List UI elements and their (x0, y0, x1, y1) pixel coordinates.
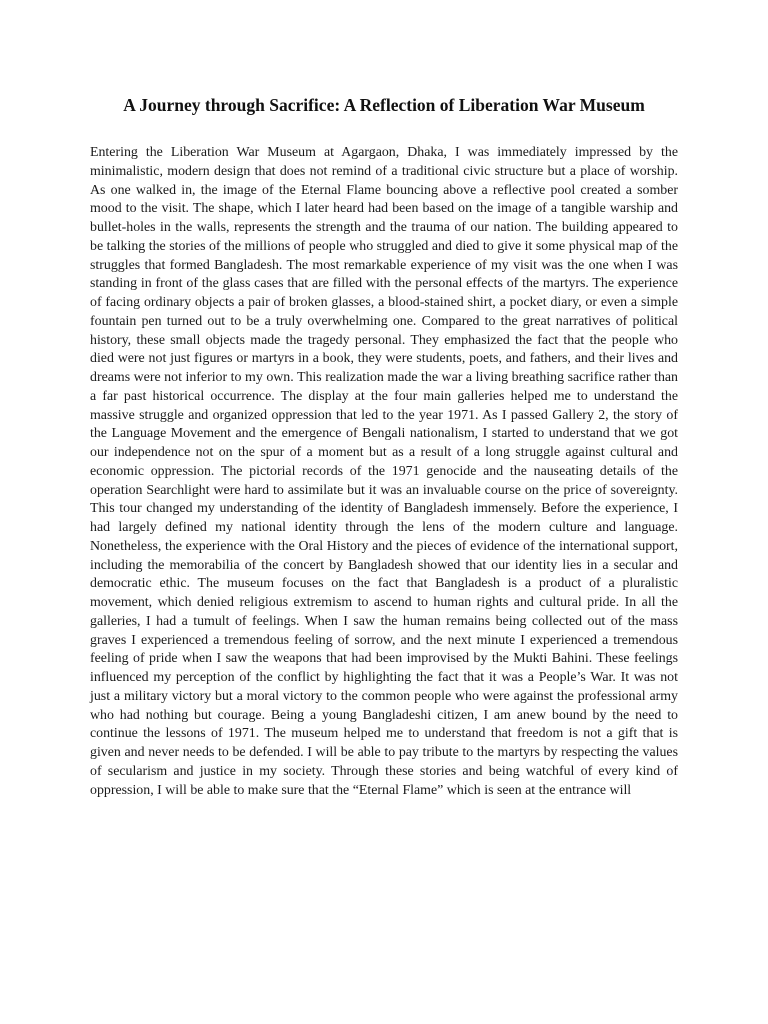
document-body-paragraph: Entering the Liberation War Museum at Agargaon, Dhaka, I was immediately impressed by the minimalistic, modern design that does not remind of a traditional civic structure but a place of worship. As one walked in, the image of the Eternal Flame bouncing above a reflective pool created a somber mood to the visit. The shape, which I later heard had been based on the image of a tangible warship and bullet-holes in the walls, represents the strength and the trauma of our nation. The building appeared to be talking the stories of the millions of people who struggled and died to give it some physical map of the struggles that formed Bangladesh. The most remarkable experience of my visit was the one when I was standing in front of the glass cases that are filled with the personal effects of the martyrs. The experience of facing ordinary objects a pair of broken glasses, a blood-stained shirt, a pocket diary, or even a simple fountain pen turned out to be a truly overwhelming one. Compared to the great narratives of political history, these small objects made the tragedy personal. They emphasized the fact that the people who died were not just figures or martyrs in a book, they were students, poets, and fathers, and their lives and dreams were not inferior to my own. This realization made the war a living breathing sacrifice rather than a far past historical occurrence. The display at the four main galleries helped me to understand the massive struggle and organized oppression that led to the year 1971. As I passed Gallery 2, the story of the Language Movement and the emergence of Bengali nationalism, I started to understand that we got our independence not on the spur of a moment but as a result of a long struggle against cultural and economic oppression. The pictorial records of the 1971 genocide and the nauseating details of the operation Searchlight were hard to assimilate but it was an invaluable course on the price of sovereignty. This tour changed my understanding of the identity of Bangladesh immensely. Before the experience, I had largely defined my national identity through the lens of the modern culture and language. Nonetheless, the experience with the Oral History and the pieces of evidence of the international support, including the memorabilia of the concert by Bangladesh showed that our identity lies in a secular and democratic ethic. The museum focuses on the fact that Bangladesh is a product of a pluralistic movement, which denied religious extremism to ascend to human rights and cultural pride. In all the galleries, I had a tumult of feelings. When I saw the human remains being collected out of the mass graves I experienced a tremendous feeling of sorrow, and the next minute I experienced a tremendous feeling of pride when I saw the weapons that had been improvised by the Mukti Bahini. These feelings influenced my perception of the conflict by highlighting the fact that it was a People’s War. It was not just a military victory but a moral victory to the common people who were against the professional army who had nothing but courage. Being a young Bangladeshi citizen, I am anew bound by the need to continue the lessons of 1971. The museum helped me to understand that freedom is not a gift that is given and never needs to be defended. I will be able to pay tribute to the martyrs by respecting the values of secularism and justice in my society. Through these stories and being watchful of every kind of oppression, I will be able to make sure that the “Eternal Flame” which is seen at the entrance will (90, 145, 678, 798)
document-title: A Journey through Sacrifice: A Reflection of Liberation War Museum (123, 95, 645, 115)
